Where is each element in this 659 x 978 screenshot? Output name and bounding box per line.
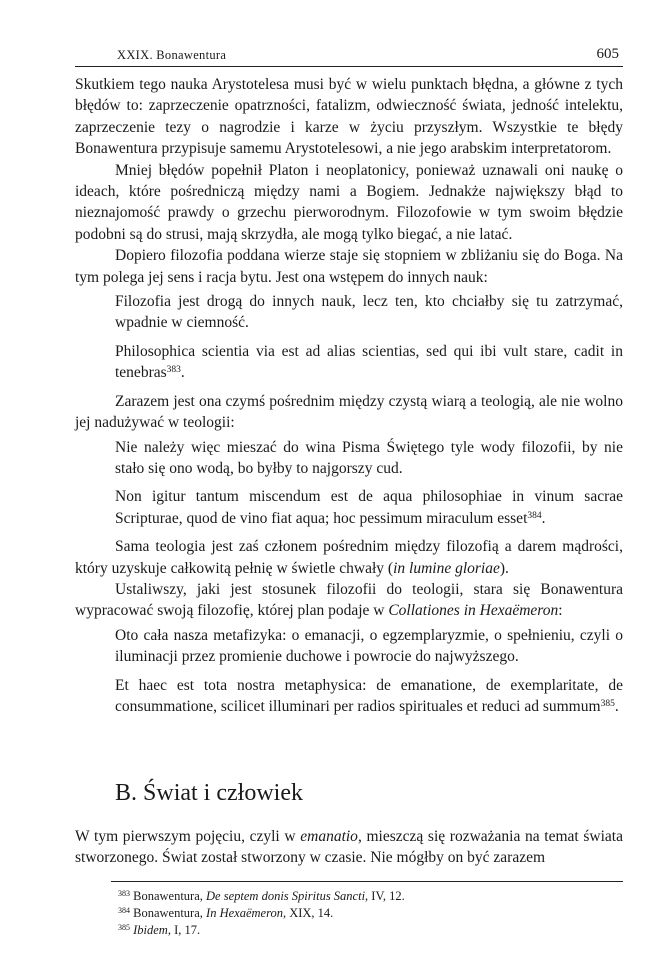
paragraph: Dopiero filozofia poddana wierze staje się stopniem w zbliżaniu się do Boga. Na tym polega jej sens i racja bytu. Jest ona wstępem do innych nauk: — [75, 247, 623, 286]
main-text — [75, 74, 623, 724]
footnote-title: In Hexaëmeron — [206, 906, 283, 920]
paragraph-text: : — [558, 602, 563, 620]
footnote: $^{383}$ Bonawentura, De septem donis Spiritus Sancti, IV, 12. — [118, 889, 405, 903]
paragraph-text: , mieszczą się rozważania na temat świata stworzonego. Świat został stworzony w czasie. Nie mógłby on być zarazem — [75, 828, 623, 867]
section-text — [75, 826, 623, 869]
italic-term: in lumine gloriae — [393, 559, 500, 577]
quote-text: Oto cała nasza metafizyka: o emanacji, o egzemplaryzmie, o spełnieniu, czyli o iluminacji przez promienie duchowe i powrocie do najwyższego. — [115, 626, 623, 666]
page-number: 605 — [596, 46, 619, 62]
footnote-number: 385 — [118, 923, 130, 932]
footnote-rule — [111, 881, 623, 882]
paragraph-text: Ustaliwszy, jaki jest stosunek filozofii do teologii, stara się Bonawentura wypracować swoją filozofię, której plan podaje w — [75, 580, 623, 620]
paragraph-text: ). — [499, 559, 509, 577]
running-title: XXIX. Bonawentura — [117, 48, 227, 62]
footnote-title: Ibidem — [133, 923, 168, 937]
section-heading: B. Świat i człowiek — [115, 780, 303, 806]
block-quote: Philosophica scientia via est ad alias scientias, sed qui ibi vult stare, cadit in tenebras$^{383}$. — [115, 342, 623, 382]
paragraph: Mniej błędów popełnił Platon i neoplatonicy, ponieważ uznawali oni naukę o ideach, które pośredniczą między nami a Bogiem. Jednakże największy błąd to nieznajomość prawdy o grzechu pierworodnym. Filozofowie w tym swoim błędzie podobni są do strusi, mają skrzydła, ale mogą tylko biegać, a nie latać. — [75, 161, 623, 243]
footnotes — [118, 888, 623, 939]
paragraph: Skutkiem tego nauka Arystotelesa musi być w wielu punktach błędna, a główne z tych błędów to: zaprzeczenie opatrzności, fatalizm, odwieczność świata, jedność intelektu, zaprzeczenie tezy o nagrodzie i karze w życiu przyszłym. Wszystkie te błędy Bonawentura przypisuje samemu Arystotelesowi, a nie jego arabskim interpretatorom. — [75, 76, 623, 158]
footnote-number: 384 — [118, 906, 130, 915]
quote-text: Nie należy więc mieszać do wina Pisma Świętego tyle wody filozofii, by nie stało się ono wodą, bo byłby to najgorszy cud. — [115, 438, 623, 477]
footnote: $^{384}$ Bonawentura, In Hexaëmeron, XIX, 14. — [118, 906, 334, 920]
quote-text: Et haec est tota nostra metaphysica: de emanatione, de exemplaritate, de consummatione, scilicet illuminari per radios spirituales et reduci ad summum — [115, 676, 623, 715]
block-quote: Non igitur tantum miscendum est de aqua philosophiae in vinum sacrae Scripturae, quod de vino fiat aqua; hoc pessimum miraculum esset$^{384}$. — [115, 488, 623, 527]
paragraph-text: Sama teologia jest zaś członem pośrednim między filozofią a darem mądrości, który uzyskuje całkowitą pełnię w świetle chwały ( — [75, 538, 623, 577]
italic-title: Collationes in Hexaëmeron — [388, 602, 559, 620]
quote-text: Philosophica scientia via est ad alias scientias, sed qui ibi vult stare, cadit in tenebras — [115, 342, 623, 382]
paragraph — [75, 826, 623, 869]
paragraph-text: W tym pierwszym pojęciu, czyli w — [75, 828, 301, 845]
block-quote — [115, 625, 623, 668]
block-quote — [115, 291, 623, 334]
quote-text: Non igitur tantum miscendum est de aqua philosophiae in vinum sacrae Scripturae, quod de vino fiat aqua; hoc pessimum miraculum esset — [115, 488, 623, 527]
block-quote: Et haec est tota nostra metaphysica: de emanatione, de exemplaritate, de consummatione, scilicet illuminari per radios spirituales et reduci ad summum$^{385}$. — [115, 676, 623, 715]
quote-text: Filozofia jest drogą do innych nauk, lecz ten, kto chciałby się tu zatrzymać, wpadnie w ciemność. — [115, 293, 623, 332]
footnote-title: De septem donis Spiritus Sancti — [206, 889, 366, 903]
italic-term: emanatio — [300, 828, 358, 845]
footnote-ref: 385 — [600, 698, 615, 709]
running-header — [75, 44, 623, 67]
paragraph — [75, 579, 623, 622]
footnote-ref: 383 — [166, 365, 181, 376]
footnote-ref: 384 — [527, 510, 542, 521]
footnote-number: 383 — [118, 889, 130, 898]
paragraph: Zarazem jest ona czymś pośrednim między czystą wiarą a teologią, ale nie wolno jej nadużywać w teologii: — [75, 392, 623, 432]
block-quote — [115, 437, 623, 480]
paragraph — [75, 536, 623, 579]
footnote: $^{385}$ Ibidem, I, 17. — [118, 923, 201, 937]
